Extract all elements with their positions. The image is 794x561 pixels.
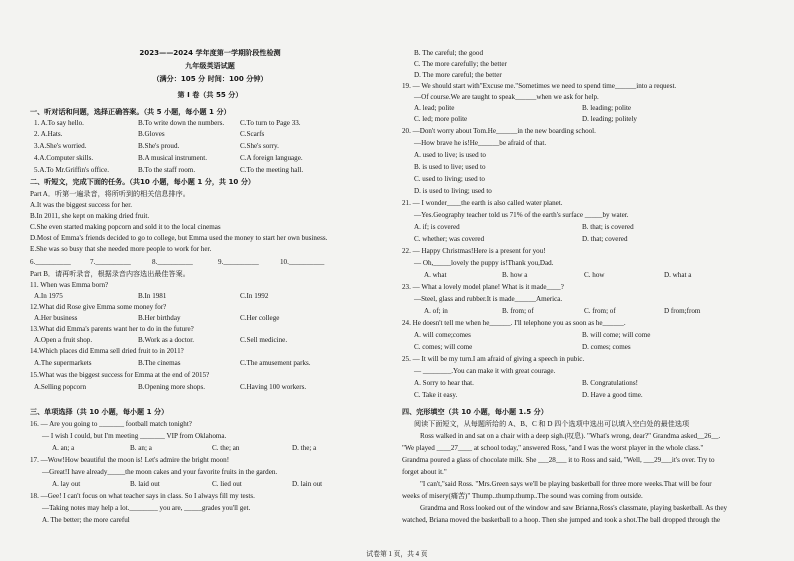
question-options [30,335,390,345]
option[interactable]: D. the; a [292,444,317,452]
option[interactable]: C.A foreign language. [240,154,303,162]
question-text: —Yes.Geography teacher told us 71% of the earth's surface _____by water. [414,211,629,219]
option[interactable]: B.To write down the numbers. [138,119,225,127]
option[interactable]: D from;from [664,307,701,315]
section-4-heading: 四、完形填空（共 10 小题，每小题 1.5 分） [402,407,548,416]
option[interactable]: A. will come;comes [414,331,471,339]
question-options [30,479,390,489]
statement: A.It was the biggest success for her. [30,201,133,209]
statement: E.She was so busy that she needed more people to work for her. [30,245,212,253]
option[interactable]: C. lied out [212,480,242,488]
option[interactable]: C.Having 100 workers. [240,383,307,391]
option[interactable]: B. will come; will come [582,331,651,339]
question-text: 20. —Don't worry about Tom.He______in the new boarding school. [402,127,596,135]
passage-line: weeks of misery(痛苦)" Thump..thump.thump..The sound was coming from outside. [402,492,643,500]
question-text: —Taking notes may help a lot.________ you are, _____grades you'll get. [42,504,251,512]
question-text: 16. — Are you going to _______ football match tonight? [30,420,192,428]
option[interactable]: B. that; is covered [582,223,634,231]
question-row [30,141,390,151]
page-footer: 试卷第 1 页，共 4 页 [366,551,428,558]
question-text: 17. —Wow!How beautiful the moon is! Let's admire the bright moon! [30,456,230,464]
question-options [30,313,390,323]
option[interactable]: B.Work as a doctor. [138,336,194,344]
question-text: 15.What was the biggest success for Emma at the end of 2015? [30,371,210,379]
option[interactable]: B.She's proud. [138,142,180,150]
section-4-intro: 阅读下面短文，从每题所给的 A、B、C 和 D 四个选项中选出可以填入空白处的最佳选项 [414,420,690,428]
option[interactable]: 4.A.Computer skills. [34,154,94,162]
question-row [30,165,390,175]
option[interactable]: B.The cinemas [138,359,181,367]
question-text: 14.Which places did Emma sell dried fruit to in 2011? [30,347,184,355]
question-text: 12.What did Rose give Emma some money for? [30,303,167,311]
question-row [30,118,390,128]
passage-line: "We played ____27____ at school today," answered Ross, "and I was the worst player in the whole class." [402,444,704,452]
answer-blanks [30,257,390,267]
exam-title: 2023——2024 学年度第一学期阶段性检测 [139,48,281,57]
option[interactable]: C.In 1992 [240,292,269,300]
option[interactable]: A.In 1975 [34,292,63,300]
option[interactable]: C. the; an [212,444,240,452]
option[interactable]: C.To the meeting hall. [240,166,304,174]
option[interactable]: D. what a [664,271,692,279]
option[interactable]: A. an; a [52,444,75,452]
question-text: 23. — What a lovely model plane! What is it made____? [402,283,564,291]
passage-line: "I can't,"said Ross. "Mrs.Green says we'll be playing basketball for three more weeks.That will be four [420,480,712,488]
question-text: — ________.You can make it with great courage. [414,367,556,375]
option[interactable]: C.Her college [240,314,280,322]
question-text: 21. — I wonder____the earth is also called water planet. [402,199,563,207]
option[interactable]: A. used to live; is used to [414,151,486,159]
statement: D.Most of Emma's friends decided to go to college, but Emma used the money to start her own business. [30,234,328,242]
question-text: —Of course.We are taught to speak______when we ask for help. [414,93,599,101]
option[interactable]: A. of; in [424,307,448,315]
option[interactable]: A. The better; the more careful [42,516,130,524]
part-b-heading: Part B．请再听录音，根据录音内容选出最佳答案。 [30,270,190,278]
question-text: —Steel, glass and rubber.It is made______America. [414,295,563,303]
option[interactable]: B. laid out [130,480,160,488]
question-text: — I wish I could, but I'm meeting _______ VIP from Oklahoma. [42,432,227,440]
option[interactable]: B.Her birthday [138,314,181,322]
option[interactable]: B.Gloves [138,130,165,138]
passage-line: Grandma and Ross looked out of the window and saw Brianna,Ross's classmate, playing basketball. As they [420,504,728,512]
question-text: —Great!I have already_____the moon cakes and your favorite fruits in the garden. [42,468,278,476]
question-text: 13.What did Emma's parents want her to do in the future? [30,325,194,333]
section-1-heading: 一、听对话和问题，选择正确答案。（共 5 小题，每小题 1 分） [30,107,231,116]
option[interactable]: A. if; is covered [414,223,460,231]
question-row [30,129,390,139]
question-options [30,291,390,301]
blank[interactable]: 7.__________ [90,258,131,266]
question-text: —How brave he is!He______be afraid of that. [414,139,547,147]
exam-subject: 九年级英语试题 [185,61,235,70]
option[interactable]: C.Scarfs [240,130,265,138]
option[interactable]: C. used to living; used to [414,175,485,183]
volume-heading: 第 I 卷（共 55 分） [177,90,243,99]
question-text: 25. — It will be my turn.I am afraid of giving a speech in pubic. [402,355,585,363]
option[interactable]: D. that; covered [582,235,628,243]
statement: C.She even started making popcorn and sold it to the local cinemas [30,223,221,231]
question-text: — Oh,_____lovely the puppy is!Thank you,Dad. [414,259,554,267]
option[interactable]: A.Her business [34,314,78,322]
option[interactable]: D. The more careful; the better [414,71,502,79]
question-text: 18. —Gee! I can't focus on what teacher says in class. So I always fill my tests. [30,492,255,500]
option[interactable]: C. comes; will come [414,343,473,351]
option[interactable]: B. is used to live; used to [414,163,486,171]
question-text: 11. When was Emma born? [30,281,109,289]
passage-line: Grandma poured a glass of chocolate milk. She ___28___ it to Ross and said, "Well, ___29___it's over. Try to [402,456,715,464]
option[interactable]: A.The supermarkets [34,359,92,367]
option[interactable]: C. how [584,271,605,279]
option[interactable]: C.She's sorry. [240,142,279,150]
option[interactable]: A. Sorry to hear that. [414,379,474,387]
passage-line: watched, Briana moved the basketball to a hoop. Then she jumped and took a shot.The ball dropped through the [402,516,721,524]
option[interactable]: C. Take it easy. [414,391,458,399]
option[interactable]: B. from; of [502,307,534,315]
option[interactable]: A.Selling popcorn [34,383,87,391]
option[interactable]: C.Sell medicine. [240,336,288,344]
option[interactable]: 1. A.To say hello. [34,119,84,127]
question-text: 22. — Happy Christmas!Here is a present for you! [402,247,546,255]
option[interactable]: A.Open a fruit shop. [34,336,93,344]
option[interactable]: B.A musical instrument. [138,154,207,162]
question-row [30,153,390,163]
option[interactable]: B.In 1981 [138,292,167,300]
question-text: 24. He doesn't tell me when he______. I'll telephone you as soon as he______. [402,319,626,327]
option[interactable]: D. lain out [292,480,323,488]
option[interactable]: B. The careful; the good [414,49,484,57]
question-options [30,358,390,368]
question-options [402,270,774,280]
option[interactable]: D. Have a good time. [582,391,643,399]
option[interactable]: B.Opening more shops. [138,383,205,391]
option[interactable]: C. whether; was covered [414,235,485,243]
part-a-heading: Part A．听第一遍录音，将所听到的相关信息排序。 [30,190,190,198]
option[interactable]: B. Congratulations! [582,379,638,387]
passage-line: forget about it." [402,468,447,476]
option[interactable]: A. lay out [52,480,81,488]
section-2-heading: 二、听短文，完成下面的任务。（共10 小题，每小题 1 分，共 10 分） [30,177,256,186]
option[interactable]: C. The more carefully; the better [414,60,507,68]
blank[interactable]: 6.__________ [30,258,71,266]
blank[interactable]: 8.__________ [152,258,193,266]
option[interactable]: C. led; more polite [414,115,468,123]
option[interactable]: A. lead; polite [414,104,455,112]
question-options [402,306,774,316]
option[interactable]: 3.A.She's worried. [34,142,87,150]
question-options [30,443,390,453]
passage-line: Ross walked in and sat on a chair with a deep sigh.(叹息). "What's wrong, dear?" Grandma asked__26__. [420,432,721,440]
blank[interactable]: 9.__________ [218,258,259,266]
option[interactable]: D. leading; politely [582,115,637,123]
exam-info: （满分：105 分 时间：100 分钟） [152,74,268,83]
statement: B.In 2011, she kept on making dried fruit. [30,212,150,220]
option[interactable]: B.To the staff room. [138,166,196,174]
option[interactable]: C.To turn to Page 33. [240,119,301,127]
question-text: 19. — We should start with"Excuse me."Sometimes we need to spend time______into a request. [402,82,677,90]
question-options [30,382,390,392]
option[interactable]: C.The amusement parks. [240,359,311,367]
blank[interactable]: 10.__________ [280,258,325,266]
option[interactable]: B. an; a [130,444,152,452]
section-3-heading: 三、单项选择（共 10 小题，每小题 1 分） [30,407,169,416]
option[interactable]: 5.A.To Mr.Griffin's office. [34,166,109,174]
option[interactable]: D. comes; comes [582,343,631,351]
option[interactable]: C. from; of [584,307,616,315]
option[interactable]: B. leading; polite [582,104,632,112]
option[interactable]: D. is used to living; used to [414,187,492,195]
option[interactable]: B. how a [502,271,528,279]
option[interactable]: A. what [424,271,447,279]
option[interactable]: 2. A.Hats. [34,130,63,138]
